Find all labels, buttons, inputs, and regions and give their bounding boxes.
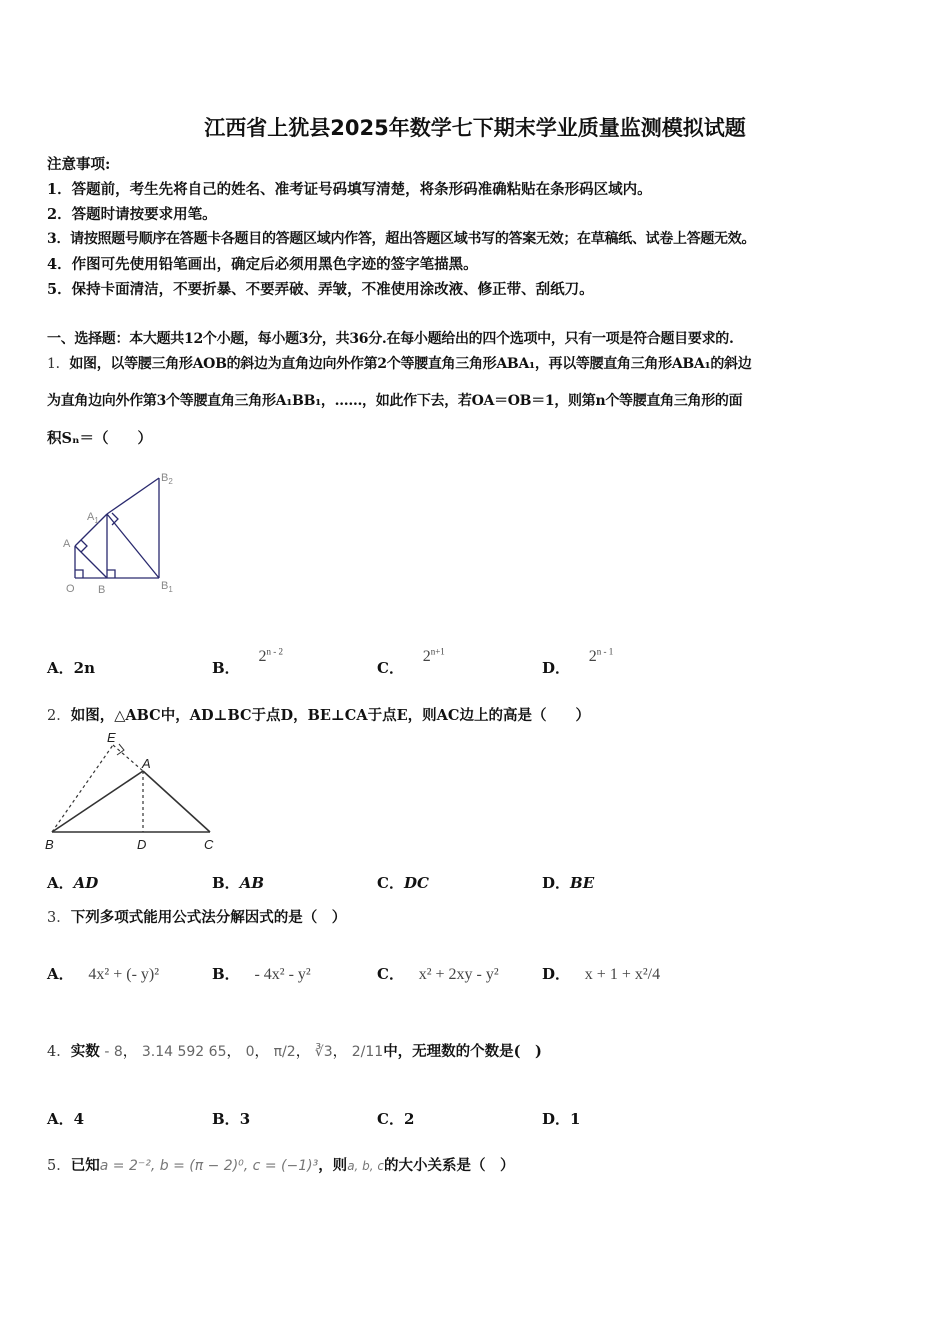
option-label: A． xyxy=(47,874,74,892)
figure-line-A1B1 xyxy=(107,514,159,578)
q1-option-a[interactable] xyxy=(47,657,95,678)
question-1-line2: 为直角边向外作第3个等腰直角三角形A₁BB₁，……，如此作下去，若OA＝OB＝1，则第n个等腰直角三角形的面 xyxy=(47,393,743,409)
math-variables: a, b, c xyxy=(347,1159,385,1173)
q1-option-c[interactable] xyxy=(377,645,445,677)
label-B1: $B_1$ xyxy=(161,580,173,594)
label-A: A xyxy=(63,538,71,550)
question-text: 下列多项式能用公式法分解因式的是（ ） xyxy=(70,909,347,926)
question-text: ，则 xyxy=(318,1157,348,1174)
figure-line-AC xyxy=(143,771,210,832)
label-A1: $A_1$ xyxy=(87,511,99,525)
right-angle-mark xyxy=(107,570,115,578)
question-text: 已知 xyxy=(70,1157,100,1174)
label-B: B xyxy=(45,837,54,852)
question-text: 实数 xyxy=(70,1043,100,1060)
option-label: A． xyxy=(47,659,74,677)
right-angle-mark xyxy=(81,540,87,552)
math-expression: a = 2⁻², b = (π − 2)⁰, c = (−1)³ xyxy=(99,1158,319,1174)
question-number: 3． xyxy=(47,910,71,926)
notice-item: 3．请按照题号顺序在答题卡各题目的答题区域内作答，超出答题区域书写的答案无效；在草稿纸、试卷上答题无效。 xyxy=(47,231,756,247)
question-2 xyxy=(47,704,590,725)
option-label: B． xyxy=(212,659,240,677)
q4-option-a[interactable] xyxy=(47,1108,84,1129)
right-angle-mark xyxy=(75,570,83,578)
label-D: D xyxy=(137,837,147,852)
q2-option-b[interactable] xyxy=(212,872,264,893)
option-math: 2$^{n - 2}$ xyxy=(258,646,283,665)
page-title: 江西省上犹县2025年数学七下期末学业质量监测模拟试题 xyxy=(204,116,746,140)
option-math: $2^{n+1}$ xyxy=(422,646,445,665)
figure-q1-triangles xyxy=(60,470,190,600)
figure-line-EA xyxy=(113,745,143,771)
label-B2: $B_2$ xyxy=(161,472,173,486)
option-label: B． xyxy=(212,1110,240,1128)
option-label: C． xyxy=(377,874,404,892)
figure-line-A1B2 xyxy=(107,478,159,514)
question-number: 5． xyxy=(47,1158,71,1174)
label-A: A xyxy=(142,756,151,771)
q4-option-c[interactable] xyxy=(377,1108,414,1129)
option-math: 2$^{n - 1}$ xyxy=(588,646,614,665)
option-label: D． xyxy=(542,1110,571,1128)
real-number: 3.14 592 65 xyxy=(141,1044,227,1060)
notice-item: 1．答题前，考生先将自己的姓名、准考证号码填写清楚，将条形码准确粘贴在条形码区域内。 xyxy=(47,181,652,198)
q2-option-a[interactable] xyxy=(47,872,98,893)
option-label: A． xyxy=(47,965,74,983)
option-text: 3 xyxy=(239,1110,251,1128)
option-label: A． xyxy=(47,1110,74,1128)
option-label: D． xyxy=(542,659,571,677)
q4-option-d[interactable] xyxy=(542,1108,580,1129)
question-text: 如图，△ABC中，AD⊥BC于点D，BE⊥CA于点E，则AC边上的高是（ ） xyxy=(70,707,590,724)
option-text: 4 xyxy=(73,1110,85,1128)
question-1-line3: 积Sₙ＝（ ） xyxy=(47,430,152,447)
question-4: 4．实数 - 8， 3.14 592 65， 0， π/2， ∛3， 2/11中，无理数的个数是( ) xyxy=(47,1043,542,1060)
real-number: 2/11 xyxy=(351,1044,384,1060)
option-text: AB xyxy=(239,874,265,892)
option-text: 2n xyxy=(73,659,95,677)
option-label: D． xyxy=(542,965,571,983)
question-text: 的大小关系是（ ） xyxy=(384,1157,515,1174)
figure-line-AB xyxy=(75,546,107,578)
option-text: BE xyxy=(570,874,595,892)
q1-option-b[interactable] xyxy=(212,645,283,677)
option-label: C． xyxy=(377,1110,404,1128)
question-number: 4． xyxy=(47,1044,71,1060)
label-C: C xyxy=(204,837,214,852)
question-1-line1 xyxy=(47,353,751,373)
real-number: π/2 xyxy=(273,1044,296,1060)
option-text: 1 xyxy=(570,1110,581,1128)
option-math: - 4x² - y² xyxy=(254,966,311,983)
label-E: E xyxy=(107,730,116,745)
q1-option-d[interactable] xyxy=(542,645,614,677)
question-number: 2． xyxy=(47,708,71,724)
option-label: B． xyxy=(212,965,240,983)
q3-option-a[interactable] xyxy=(47,963,159,984)
real-number: - 8 xyxy=(104,1044,123,1060)
q3-option-d[interactable] xyxy=(542,963,660,984)
notice-item: 5．保持卡面清洁，不要折暴、不要弄破、弄皱，不准使用涂改液、修正带、刮纸刀。 xyxy=(47,281,594,298)
option-label: C． xyxy=(377,659,404,677)
q2-option-c[interactable] xyxy=(377,872,429,893)
option-label: C． xyxy=(377,965,404,983)
question-3 xyxy=(47,906,346,927)
question-text: 如图，以等腰三角形AOB的斜边为直角边向外作第2个等腰直角三角形ABA₁，再以等腰直角三角形ABA₁的斜边 xyxy=(69,356,752,372)
question-number: 1． xyxy=(47,356,70,372)
option-math: x² + 2xy - y² xyxy=(418,966,499,983)
figure-line-BA xyxy=(52,771,143,832)
section-heading: 一、选择题：本大题共12个小题，每小题3分，共36分.在每小题给出的四个选项中，只有一项是符合题目要求的. xyxy=(47,331,734,347)
question-text: 中，无理数的个数是( ) xyxy=(383,1043,542,1060)
label-O: O xyxy=(66,583,75,595)
option-label: B． xyxy=(212,874,240,892)
option-text: DC xyxy=(403,874,429,892)
q4-option-b[interactable] xyxy=(212,1108,250,1129)
q3-option-c[interactable] xyxy=(377,963,499,984)
option-text: 2 xyxy=(403,1110,415,1128)
option-label: D． xyxy=(542,874,571,892)
option-text: AD xyxy=(73,874,99,892)
q2-option-d[interactable] xyxy=(542,872,594,893)
figure-line-BE xyxy=(52,745,113,832)
label-B: B xyxy=(98,584,106,596)
option-math: x + 1 + x²/4 xyxy=(584,966,661,983)
real-number: ∛3 xyxy=(314,1044,333,1060)
option-math: 4x² + (- y)² xyxy=(88,966,160,983)
question-5 xyxy=(47,1154,515,1175)
notice-item: 2．答题时请按要求用笔。 xyxy=(47,206,217,223)
real-number: 0 xyxy=(245,1044,255,1060)
figure-q2-triangle xyxy=(40,728,230,858)
notice-heading: 注意事项: xyxy=(47,156,111,173)
notice-item: 4．作图可先使用铅笔画出，确定后必须用黑色字迹的签字笔描黑。 xyxy=(47,256,478,273)
q3-option-b[interactable] xyxy=(212,963,311,984)
